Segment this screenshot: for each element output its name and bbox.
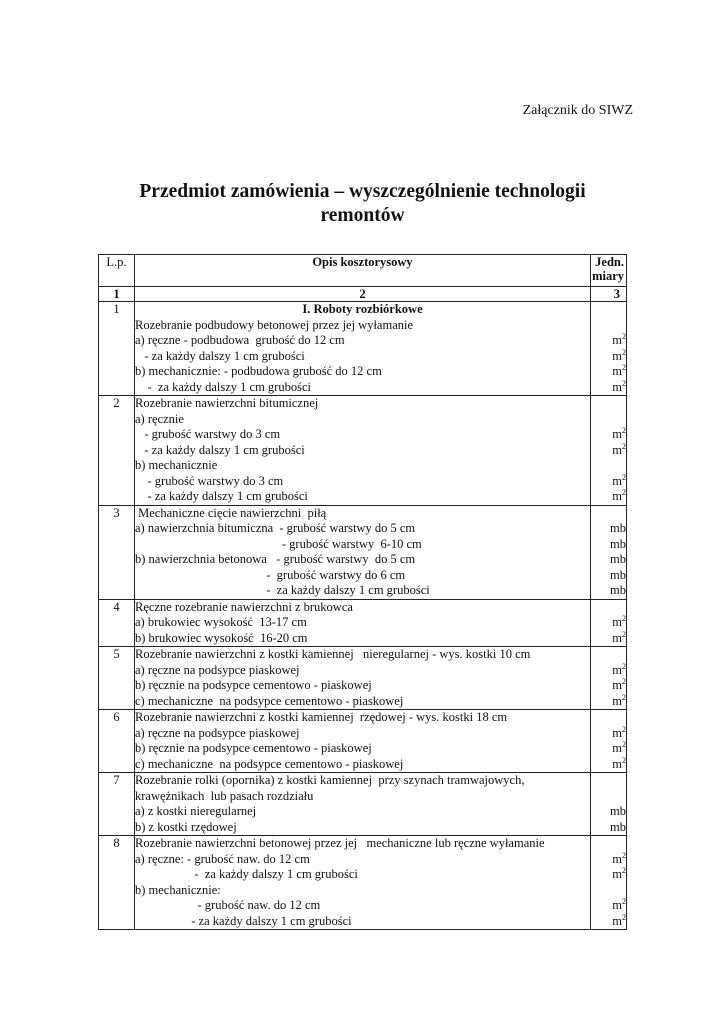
description-line: b) ręcznie na podsypce cementowo - piaskowej xyxy=(135,741,372,755)
unit-exponent: 2 xyxy=(622,332,626,341)
unit-value: mb xyxy=(610,819,626,834)
title-line-2: remontów xyxy=(320,205,405,226)
document-title xyxy=(98,180,627,228)
unit-value: $m^2$ xyxy=(612,850,626,866)
unit-value: $m^2$ xyxy=(612,426,626,441)
column-number-row xyxy=(99,287,627,302)
header-unit xyxy=(591,255,627,287)
table-row xyxy=(99,302,627,396)
description-line: b) ręcznie na podsypce cementowo - piaskowej xyxy=(135,678,372,692)
description-line: - za każdy dalszy 1 cm grubości xyxy=(135,442,305,457)
unit-exponent: 2 xyxy=(622,740,626,749)
description-line: - grubość naw. do 12 cm xyxy=(135,898,321,912)
unit-spacer xyxy=(591,710,626,726)
row-number: 1 xyxy=(113,302,120,316)
unit-exponent: 2 xyxy=(622,472,626,482)
description-line: - za każdy dalszy 1 cm grubości xyxy=(135,913,352,928)
column-number-2: 2 xyxy=(135,287,591,302)
unit-value: $m^2$ xyxy=(612,472,626,488)
row-number: 5 xyxy=(113,647,120,661)
row-unit-cell xyxy=(591,599,627,647)
row-number-cell xyxy=(99,647,135,710)
unit-spacer xyxy=(591,506,626,522)
description-line: Rozebranie nawierzchni betonowej przez jej mechaniczne lub ręczne wyłamanie xyxy=(135,836,545,850)
unit-value: mb xyxy=(610,536,626,551)
unit-spacer xyxy=(591,600,626,616)
unit-value: $m^2$ xyxy=(612,347,626,363)
unit-spacer xyxy=(591,412,626,428)
row-description-cell xyxy=(135,396,591,506)
column-number-1: 1 xyxy=(99,287,135,302)
unit-exponent: 2 xyxy=(622,661,626,671)
description-line: Mechaniczne cięcie nawierzchni piłą xyxy=(135,505,327,520)
table-row xyxy=(99,710,627,773)
unit-exponent: 2 xyxy=(622,897,626,906)
description-line: a) ręczne na podsypce piaskowej xyxy=(135,662,300,677)
unit-exponent: 2 xyxy=(622,488,626,497)
row-number-cell xyxy=(99,396,135,506)
unit-spacer xyxy=(591,396,626,412)
unit-value: mb xyxy=(610,583,626,597)
row-description-cell xyxy=(135,710,591,773)
row-number-cell xyxy=(99,836,135,930)
unit-exponent: 2 xyxy=(622,677,626,686)
description-line: Rozebranie nawierzchni bitumicznej xyxy=(135,396,319,410)
description-line: - za każdy dalszy 1 cm grubości xyxy=(135,348,305,363)
description-line: b) mechanicznie: xyxy=(135,882,221,897)
description-line: a) ręcznie xyxy=(135,411,184,426)
unit-exponent: 2 xyxy=(622,378,626,388)
unit-spacer xyxy=(591,647,626,663)
description-line: a) ręczne: - grubość naw. do 12 cm xyxy=(135,851,310,866)
description-line: - grubość warstwy 6-10 cm xyxy=(135,536,422,551)
row-number: 6 xyxy=(113,710,120,724)
unit-value: $m^2$ xyxy=(612,661,626,677)
unit-exponent: 2 xyxy=(622,614,626,623)
description-line: b) nawierzchnia betonowa - grubość warstwy do 5 cm xyxy=(135,552,416,566)
annex-label: Załącznik do SIWZ xyxy=(522,103,633,118)
description-line: Rozebranie rolki (opornika) z kostki kamiennej przy szynach tramwajowych, xyxy=(135,773,525,787)
row-description-cell xyxy=(135,773,591,836)
unit-value: $m^2$ xyxy=(612,332,626,347)
unit-exponent: 2 xyxy=(622,692,626,702)
description-line: - grubość warstwy do 3 cm xyxy=(135,473,284,488)
column-number-3: 3 xyxy=(591,287,627,302)
unit-spacer xyxy=(591,458,626,474)
description-line: - grubość warstwy do 6 cm xyxy=(135,567,406,582)
description-line: - grubość warstwy do 3 cm xyxy=(135,427,281,441)
header-unit-line-2: miary xyxy=(592,269,624,283)
description-line: b) z kostki rzędowej xyxy=(135,819,237,834)
unit-value: mb xyxy=(610,567,626,582)
unit-exponent: 2 xyxy=(622,755,626,765)
row-number-cell xyxy=(99,302,135,396)
description-line: krawężnikach lub pasach rozdziału xyxy=(135,788,314,803)
row-unit-cell xyxy=(591,710,627,773)
unit-exponent: 2 xyxy=(622,363,626,372)
row-number-cell xyxy=(99,710,135,773)
row-number-cell xyxy=(99,599,135,647)
section-title: I. Roboty rozbiórkowe xyxy=(302,302,423,316)
description-line: a) ręczne na podsypce piaskowej xyxy=(135,725,300,740)
description-line: Ręczne rozebranie nawierzchni z brukowca xyxy=(135,599,353,614)
description-line: b) mechanicznie xyxy=(135,458,218,472)
table-row xyxy=(99,647,627,710)
unit-value: $m^2$ xyxy=(612,441,626,457)
description-line: Rozebranie podbudowy betonowej przez jej wyłamanie xyxy=(135,317,414,332)
row-number-cell xyxy=(99,505,135,599)
unit-exponent: 2 xyxy=(622,724,626,734)
unit-spacer xyxy=(591,773,626,789)
table-row xyxy=(99,773,627,836)
description-line: a) nawierzchnia bitumiczna - grubość warstwy do 5 cm xyxy=(135,521,416,535)
row-unit-cell xyxy=(591,836,627,930)
row-description-cell xyxy=(135,599,591,647)
header-unit-line-1: Jedn. xyxy=(595,255,624,269)
description-line: c) mechaniczne na podsypce cementowo - piaskowej xyxy=(135,756,404,771)
description-line: c) mechaniczne na podsypce cementowo - piaskowej xyxy=(135,693,404,708)
title-line-1: Przedmiot zamówienia – wyszczególnienie technologii xyxy=(139,181,586,202)
row-unit-cell xyxy=(591,302,627,396)
unit-value: mb xyxy=(610,552,626,566)
row-number: 2 xyxy=(113,396,120,410)
unit-exponent: 2 xyxy=(622,912,626,922)
unit-value: mb xyxy=(610,521,626,535)
table-row xyxy=(99,836,627,930)
table-row xyxy=(99,505,627,599)
unit-value: $m^2$ xyxy=(612,629,626,645)
table-row xyxy=(99,396,627,506)
row-description-cell xyxy=(135,505,591,599)
unit-value: $m^2$ xyxy=(612,488,626,503)
unit-value: $m^2$ xyxy=(612,677,626,692)
row-number: 8 xyxy=(113,836,120,850)
unit-value: $m^2$ xyxy=(612,755,626,771)
unit-spacer xyxy=(591,883,626,899)
description-line: - za każdy dalszy 1 cm grubości xyxy=(135,489,308,503)
unit-value: $m^2$ xyxy=(612,866,626,881)
unit-value: $m^2$ xyxy=(612,897,626,912)
header-lp: L.p. xyxy=(99,255,135,287)
unit-exponent: 2 xyxy=(622,426,626,435)
description-line: - za każdy dalszy 1 cm grubości xyxy=(135,583,430,597)
unit-exponent: 2 xyxy=(622,850,626,860)
unit-value: $m^2$ xyxy=(612,692,626,708)
unit-exponent: 2 xyxy=(622,441,626,451)
unit-spacer xyxy=(591,318,626,334)
row-description-cell xyxy=(135,302,591,396)
description-line: Rozebranie nawierzchni z kostki kamiennej rzędowej - wys. kostki 18 cm xyxy=(135,710,508,724)
unit-spacer xyxy=(591,789,626,805)
description-line: - za każdy dalszy 1 cm grubości xyxy=(135,379,311,394)
unit-value: mb xyxy=(610,804,626,818)
unit-value: $m^2$ xyxy=(612,363,626,378)
row-unit-cell xyxy=(591,505,627,599)
description-line: a) ręczne - podbudowa grubość do 12 cm xyxy=(135,333,345,347)
description-line: Rozebranie nawierzchni z kostki kamiennej nieregularnej - wys. kostki 10 cm xyxy=(135,647,531,661)
unit-exponent: 2 xyxy=(622,866,626,875)
row-unit-cell xyxy=(591,396,627,506)
unit-spacer xyxy=(591,836,626,852)
table-row xyxy=(99,599,627,647)
unit-value: $m^2$ xyxy=(612,724,626,740)
unit-value: $m^2$ xyxy=(612,378,626,394)
unit-spacer xyxy=(591,302,626,318)
row-number: 3 xyxy=(113,505,120,520)
unit-exponent: 2 xyxy=(622,629,626,639)
row-unit-cell xyxy=(591,647,627,710)
description-line: a) brukowiec wysokość 13-17 cm xyxy=(135,615,307,629)
row-unit-cell xyxy=(591,773,627,836)
description-line: b) mechanicznie: - podbudowa grubość do 12 cm xyxy=(135,364,382,378)
row-number: 7 xyxy=(113,773,120,787)
row-number-cell xyxy=(99,773,135,836)
description-line: a) z kostki nieregularnej xyxy=(135,804,257,818)
table-header-row xyxy=(99,255,627,287)
header-description: Opis kosztorysowy xyxy=(135,255,591,287)
unit-value: $m^2$ xyxy=(612,614,626,629)
row-number: 4 xyxy=(113,599,120,614)
row-description-cell xyxy=(135,647,591,710)
unit-exponent: 2 xyxy=(622,347,626,357)
cost-description-table xyxy=(98,254,627,930)
unit-value: $m^2$ xyxy=(612,912,626,928)
description-line: - za każdy dalszy 1 cm grubości xyxy=(135,867,358,881)
unit-value: $m^2$ xyxy=(612,740,626,755)
description-line: b) brukowiec wysokość 16-20 cm xyxy=(135,630,308,645)
row-description-cell xyxy=(135,836,591,930)
